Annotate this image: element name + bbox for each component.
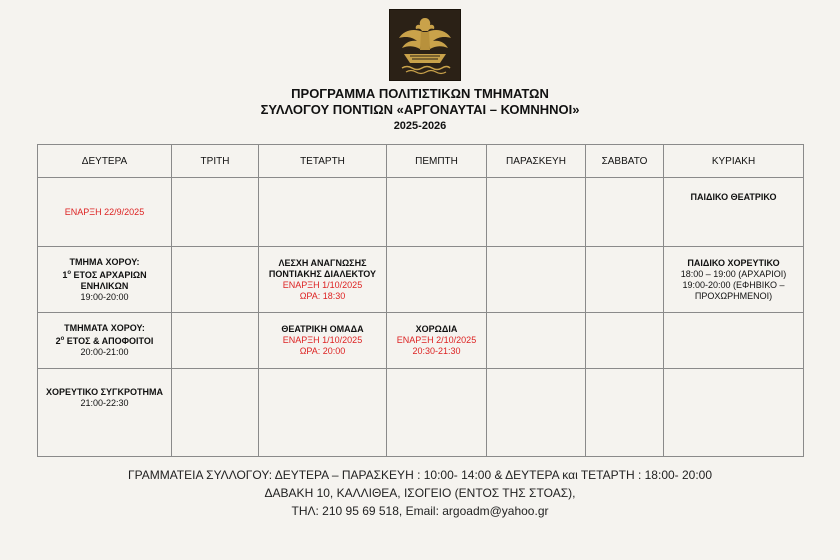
cell-empty — [387, 247, 487, 313]
cell-empty — [172, 247, 259, 313]
cell-empty — [487, 369, 586, 457]
cell-empty — [487, 313, 586, 369]
activity-subtitle: $1^o$ ΕΤΟΣ ΑΡΧΑΡΙΩΝ — [62, 269, 147, 280]
activity-time: 19:00-20:00 (ΕΦΗΒΙΚΟ – — [682, 279, 785, 290]
col-header-thursday: ΠΕΜΠΤΗ — [387, 145, 487, 178]
cell-empty — [387, 178, 487, 247]
association-logo — [389, 9, 461, 81]
cell-empty — [487, 247, 586, 313]
activity-time: 20:30-21:30 — [412, 346, 461, 356]
cell-empty — [172, 313, 259, 369]
activity-time: 20:00-21:00 — [80, 347, 129, 357]
activity-subtitle: ΕΝΗΛΙΚΩΝ — [80, 280, 129, 291]
cell-empty — [664, 369, 804, 457]
activity-time: ΩΡΑ: 18:30 — [299, 290, 346, 301]
activity-title: ΠΑΙΔΙΚΟ ΧΟΡΕΥΤΙΚΟ — [687, 257, 780, 268]
activity-title: ΤΜΗΜΑΤΑ ΧΟΡΟΥ: — [64, 323, 145, 333]
cell-empty — [586, 369, 664, 457]
cell-wed-r3 — [259, 313, 387, 369]
season-years: 2025-2026 — [393, 120, 447, 132]
col-header-wednesday: ΤΕΤΑΡΤΗ — [259, 145, 387, 178]
table-header-row — [38, 145, 804, 178]
activity-title: ΛΕΣΧΗ ΑΝΑΓΝΩΣΗΣ — [278, 257, 367, 268]
activity-time: 19:00-20:00 — [80, 291, 129, 302]
activity-time: ΠΡΟΧΩΡΗΜΕΝΟΙ) — [694, 290, 773, 301]
cell-empty — [172, 369, 259, 457]
activity-title: ΤΜΗΜΑ ΧΟΡΟΥ: — [69, 256, 140, 267]
activity-time: ΩΡΑ: 20:00 — [299, 346, 346, 356]
start-date: ΕΝΑΡΞΗ 22/9/2025 — [64, 206, 145, 217]
table-row — [38, 178, 804, 247]
activity-title: ΧΟΡΩΔΙΑ — [415, 324, 458, 334]
cell-mon-r3 — [38, 313, 172, 369]
cell-mon-r4 — [38, 369, 172, 457]
cell-sun-r1 — [664, 178, 804, 247]
activity-time: 18:00 – 19:00 (ΑΡΧΑΡΙΟΙ) — [680, 268, 787, 279]
title-line1: ΠΡΟΓΡΑΜΜΑ ΠΟΛΙΤΙΣΤΙΚΩΝ ΤΜΗΜΑΤΩΝ — [291, 86, 549, 101]
cell-empty — [586, 313, 664, 369]
col-header-saturday: ΣΑΒΒΑΤΟ — [586, 145, 664, 178]
table-row — [38, 247, 804, 313]
cell-mon-r1 — [38, 178, 172, 247]
activity-title: ΧΟΡΕΥΤΙΚΟ ΣΥΓΚΡΟΤΗΜΑ — [46, 387, 163, 397]
activity-title: ΠΑΙΔΙΚΟ ΘΕΑΤΡΙΚΟ — [690, 192, 777, 202]
address: ΔΑΒΑΚΗ 10, ΚΑΛΛΙΘΕΑ, ΙΣΟΓΕΙΟ (ΕΝΤΟΣ ΤΗΣ ΣΤΟΑΣ), — [264, 486, 576, 500]
col-header-tuesday: ΤΡΙΤΗ — [172, 145, 259, 178]
start-date: ΕΝΑΡΞΗ 2/10/2025 — [396, 335, 477, 345]
cell-empty — [586, 178, 664, 247]
table-row — [38, 369, 804, 457]
activity-subtitle: ΠΟΝΤΙΑΚΗΣ ΔΙΑΛΕΚΤΟΥ — [268, 268, 377, 279]
title-line2: ΣΥΛΛΟΓΟΥ ΠΟΝΤΙΩΝ «ΑΡΓΟΝΑΥΤΑΙ – ΚΟΜΝΗΝΟΙ» — [260, 102, 580, 117]
cell-empty — [259, 178, 387, 247]
col-header-monday: ΔΕΥΤΕΡΑ — [38, 145, 172, 178]
activity-time: 21:00-22:30 — [80, 398, 129, 408]
start-date: ΕΝΑΡΞΗ 1/10/2025 — [282, 279, 363, 290]
start-date: ΕΝΑΡΞΗ 1/10/2025 — [282, 335, 363, 345]
eagle-ship-emblem-icon — [390, 10, 460, 80]
cell-empty — [259, 369, 387, 457]
cell-empty — [172, 178, 259, 247]
header — [0, 86, 840, 134]
cell-mon-r2 — [38, 247, 172, 313]
cell-empty — [586, 247, 664, 313]
weekly-schedule-table — [37, 144, 804, 457]
cell-empty — [387, 369, 487, 457]
activity-title: ΘΕΑΤΡΙΚΗ ΟΜΑΔΑ — [281, 324, 364, 334]
cell-empty — [487, 178, 586, 247]
footer-contact — [0, 466, 840, 520]
col-header-sunday: ΚΥΡΙΑΚΗ — [664, 145, 804, 178]
cell-wed-r2 — [259, 247, 387, 313]
office-hours: ΓΡΑΜΜΑΤΕΙΑ ΣΥΛΛΟΓΟΥ: ΔΕΥΤΕΡΑ – ΠΑΡΑΣΚΕΥΗ : 10:00- 14:00 & ΔΕΥΤΕΡΑ και ΤΕΤΑΡΤΗ : 18:00- 20:00 — [127, 468, 713, 482]
cell-empty — [664, 313, 804, 369]
activity-subtitle: $2^o$ ΕΤΟΣ & ΑΠΟΦΟΙΤΟΙ — [55, 336, 154, 346]
col-header-friday: ΠΑΡΑΣΚΕΥΗ — [487, 145, 586, 178]
cell-thu-r3 — [387, 313, 487, 369]
phone-email: ΤΗΛ: 210 95 69 518, Email: argoadm@yahoo.gr — [291, 504, 549, 518]
cell-sun-r2 — [664, 247, 804, 313]
table-row — [38, 313, 804, 369]
